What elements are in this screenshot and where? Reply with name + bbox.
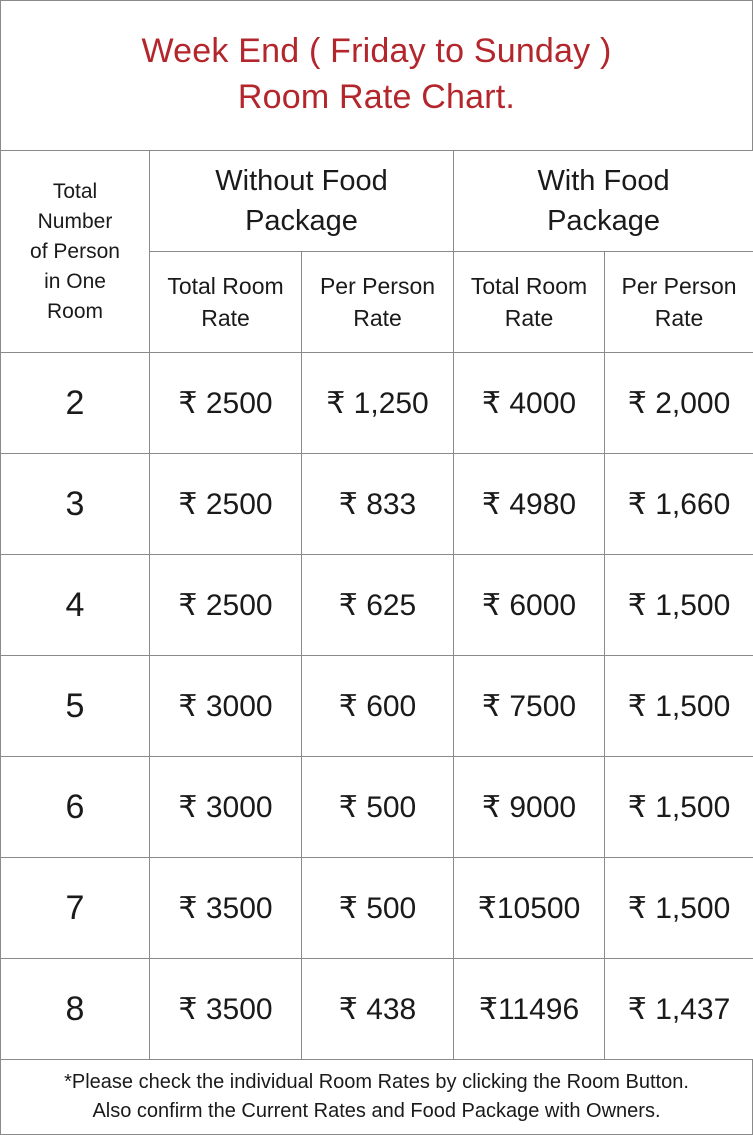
with-food-header [454,151,753,252]
table-row [1,959,753,1060]
with-food-total-rate: ₹10500 [454,858,605,959]
without-food-per-person-rate: ₹ 625 [302,555,454,656]
table-row [1,757,753,858]
without-food-total-rate: ₹ 2500 [150,555,302,656]
without-food-header-line: Without Food [150,161,453,201]
with-food-per-person-rate: ₹ 1,500 [605,555,753,656]
footer-note-line: *Please check the individual Room Rates by clicking the Room Button. [64,1068,689,1097]
persons-header-line: of Person [1,237,149,267]
without-food-header [150,151,454,252]
subheader-line: Rate [150,302,301,334]
without-food-per-person-rate: ₹ 833 [302,454,454,555]
with-food-total-rate: ₹ 9000 [454,757,605,858]
subheader-line: Per Person [302,270,453,302]
with-food-total-rate: ₹11496 [454,959,605,1060]
persons-count: 4 [1,555,150,656]
without-food-total-rate: ₹ 3000 [150,656,302,757]
with-food-per-person-rate-header [605,252,753,353]
persons-column-header [1,151,150,353]
without-food-per-person-rate: ₹ 500 [302,858,454,959]
without-food-total-room-rate-header [150,252,302,353]
persons-header-line: in One [1,267,149,297]
with-food-total-rate: ₹ 6000 [454,555,605,656]
with-food-total-rate: ₹ 4000 [454,353,605,454]
with-food-per-person-rate: ₹ 2,000 [605,353,753,454]
footer-note [0,1060,753,1135]
persons-count: 2 [1,353,150,454]
with-food-total-rate: ₹ 7500 [454,656,605,757]
with-food-total-room-rate-header [454,252,605,353]
table-row [1,454,753,555]
persons-count: 3 [1,454,150,555]
with-food-per-person-rate: ₹ 1,500 [605,858,753,959]
without-food-per-person-rate: ₹ 500 [302,757,454,858]
persons-header-line: Total [1,177,149,207]
without-food-total-rate: ₹ 3500 [150,959,302,1060]
with-food-per-person-rate: ₹ 1,500 [605,656,753,757]
without-food-per-person-rate: ₹ 1,250 [302,353,454,454]
without-food-total-rate: ₹ 2500 [150,454,302,555]
title-block [0,0,753,150]
subheader-line: Rate [454,302,604,334]
with-food-header-line: Package [454,201,753,241]
footer-note-line: Also confirm the Current Rates and Food Package with Owners. [92,1097,660,1126]
with-food-per-person-rate: ₹ 1,437 [605,959,753,1060]
persons-count: 7 [1,858,150,959]
persons-count: 5 [1,656,150,757]
persons-count: 8 [1,959,150,1060]
without-food-total-rate: ₹ 3000 [150,757,302,858]
persons-count: 6 [1,757,150,858]
with-food-per-person-rate: ₹ 1,500 [605,757,753,858]
without-food-total-rate: ₹ 3500 [150,858,302,959]
table-row [1,656,753,757]
table-row [1,555,753,656]
table-row [1,353,753,454]
subheader-line: Rate [605,302,753,334]
with-food-total-rate: ₹ 4980 [454,454,605,555]
without-food-header-line: Package [150,201,453,241]
without-food-total-rate: ₹ 2500 [150,353,302,454]
room-rate-table [0,150,753,1060]
persons-header-line: Number [1,207,149,237]
subheader-line: Total Room [454,270,604,302]
without-food-per-person-rate: ₹ 600 [302,656,454,757]
page-subtitle: Room Rate Chart. [238,74,515,120]
with-food-per-person-rate: ₹ 1,660 [605,454,753,555]
subheader-line: Rate [302,302,453,334]
with-food-header-line: With Food [454,161,753,201]
persons-header-line: Room [1,297,149,327]
without-food-per-person-rate-header [302,252,454,353]
without-food-per-person-rate: ₹ 438 [302,959,454,1060]
table-row [1,858,753,959]
page-title: Week End ( Friday to Sunday ) [141,28,611,74]
subheader-line: Per Person [605,270,753,302]
subheader-line: Total Room [150,270,301,302]
